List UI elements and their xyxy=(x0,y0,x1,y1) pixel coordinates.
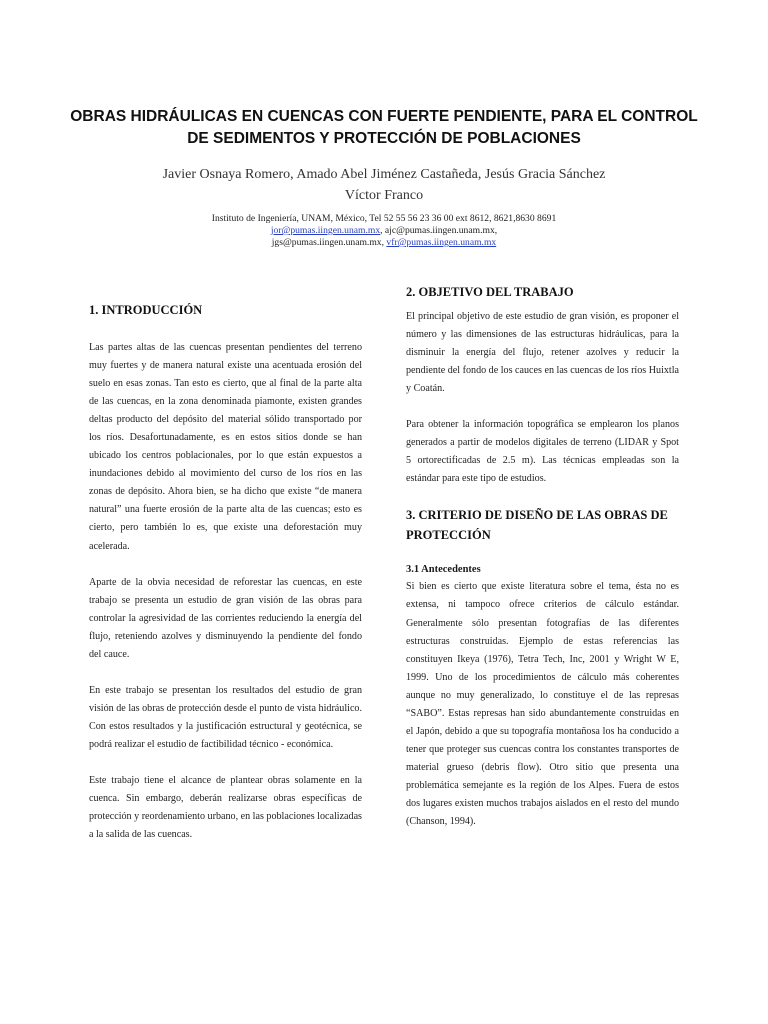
paragraph: En este trabajo se presentan los resultados del estudio de gran visión de las obras de protección desde el punto de vista hidráulico. Con estos resultados y la justificación estructural y geotécnica, se podrá realizar el estudio de factibilidad técnico - económica. xyxy=(89,684,362,750)
paragraph: Si bien es cierto que existe literatura sobre el tema, ésta no es extensa, ni tampoco ofrece criterios de cálculo estándar. Generalmente sólo presentan fotografías de las diferentes estructuras construidas. Ejemplo de estas referencias las constituyen Ikeya (1976), Tetra Tech, Inc, 2001 y Wright W E, 1999. Uno de los procedimientos de cálculo más coherentes aunque no muy generalizado, lo constituye el de las represas “SABO”. Estas represas han sido abundantemente construidas en el Japón, debido a que su topografía montañosa los ha conducido a tener que proteger sus cuencas contra los constantes transportes de material grueso (debris flow). Otro sitio que presenta una problemática semejante es la región de los Alpes. Fuera de estos dos lugares existen muchos trabajos aislados en el resto del mundo (Chanson, 1994). xyxy=(406,581,679,828)
section-heading-objetivo: 2. OBJETIVO DEL TRABAJO xyxy=(406,285,574,299)
affiliation: Instituto de Ingeniería, UNAM, México, Tel 52 55 56 23 36 00 ext 8612, 8621,8630 8691 xyxy=(211,213,557,224)
authors xyxy=(100,164,668,206)
email-ajc: ajc@pumas.iingen.unam.mx xyxy=(384,225,495,236)
left-column xyxy=(89,300,362,844)
email-line-2 xyxy=(120,237,648,249)
authors-line-2: Víctor Franco xyxy=(344,188,424,203)
subsection-heading-antecedentes: 3.1 Antecedentes xyxy=(406,564,481,576)
paragraph: Este trabajo tiene el alcance de plantear obras solamente en la cuenca. Sin embargo, deberán realizarse obras específicas de protección y reordenamiento urbano, en las poblaciones localizadas a la salida de las cuencas. xyxy=(89,774,362,841)
right-column xyxy=(406,282,679,831)
email-separator: , xyxy=(494,225,498,236)
affiliation-block xyxy=(120,213,648,249)
authors-line-1: Javier Osnaya Romero, Amado Abel Jiménez Castañeda, Jesús Gracia Sánchez xyxy=(162,167,606,182)
paragraph: Las partes altas de las cuencas presentan pendientes del terreno muy fuertes y de manera natural existe una acentuada erosión del suelo en esas zonas. Tan esto es cierto, que al final de la parte alta de las cuencas, en la zona denominada piamonte, existen grandes deltas producto del depósito del material sólido transportado por los ríos. Desafortunadamente, es en estos sitios donde se han ubicado los centros poblacionales, por lo que están expuestos a inundaciones debido al movimiento del curso de los ríos en las zonas de depósito. Ahora bien, se ha dicho que existe “de manera natural” una fuerte erosión de la parte alta de las cuencas; esto es cierto, pero también lo es, que existe una deforestación muy acelerada. xyxy=(89,342,362,552)
section-heading-introduccion: 1. INTRODUCCIÓN xyxy=(89,303,203,317)
email-separator: , xyxy=(381,237,387,248)
paper-title: OBRAS HIDRÁULICAS EN CUENCAS CON FUERTE PENDIENTE, PARA EL CONTROL DE SEDIMENTOS Y PROTECCIÓN DE POBLACIONES xyxy=(70,108,698,147)
paragraph: El principal objetivo de este estudio de gran visión, es proponer el número y las dimensiones de las estructuras hidráulicas, para la disminuir la energía del flujo, retener azolves y reducir la pendiente del fondo de los cauces en las cuencas de los ríos Huixtla y Coatán. xyxy=(406,311,680,395)
section-heading-criterio: 3. CRITERIO DE DISEÑO DE LAS OBRAS DE PROTECCIÓN xyxy=(406,508,668,543)
email-link-jor[interactable]: jor@pumas.iingen.unam.mx xyxy=(270,225,381,236)
paragraph: Aparte de la obvia necesidad de reforestar las cuencas, en este trabajo se presenta un estudio de gran visión de las obras para controlar la agresividad de las corrientes reduciendo la energía del flujo, reteniendo azolves y disminuyendo la pendiente del fondo del cauce. xyxy=(89,576,362,660)
email-link-vfr[interactable]: vfr@pumas.iingen.unam.mx xyxy=(386,237,497,248)
email-jgs: jgs@pumas.iingen.unam.mx xyxy=(271,237,382,248)
paragraph: Para obtener la información topográfica se emplearon los planos generados a partir de modelos digitales de terreno (LIDAR y Spot 5 ortorectificadas de 2.5 m). Las técnicas empleadas son la estándar para este tipo de estudios. xyxy=(406,419,679,485)
email-separator: , xyxy=(380,225,385,236)
email-line-1 xyxy=(120,225,648,237)
